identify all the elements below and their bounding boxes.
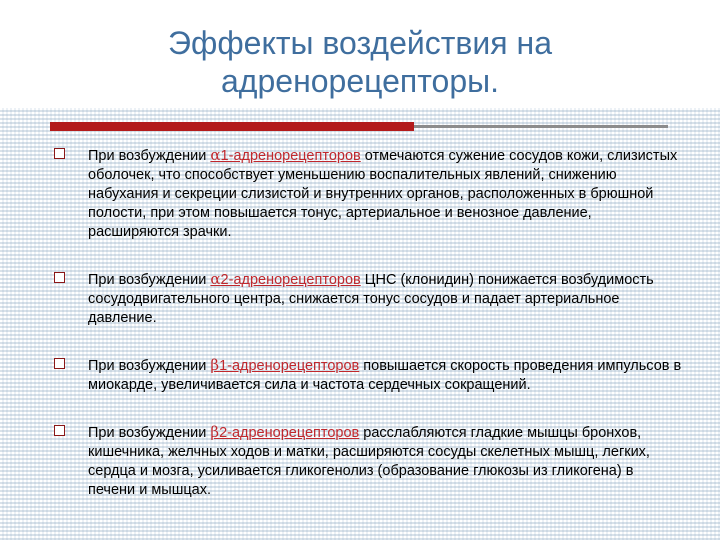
square-bullet-icon: [54, 425, 65, 436]
square-bullet-icon: [54, 272, 65, 283]
bullet-alpha1: [50, 146, 682, 242]
divider-red-bar: [50, 122, 414, 131]
receptor-term: [210, 272, 360, 288]
bullet-list: [50, 146, 682, 500]
bullet-alpha2: [50, 270, 682, 328]
greek-letter: β: [210, 356, 220, 374]
receptor-name: 2-адренорецепторов: [219, 425, 360, 441]
receptor-name: 1-адренорецепторов: [219, 358, 360, 374]
bullet-body: ЦНС (клонидин) понижается возбудимость сосудодвигательного центра, снижается тонус сосудов и падает артериальное давление.: [88, 272, 654, 326]
bullet-lead: При возбуждении: [88, 272, 211, 288]
bullet-body: повышается скорость проведения импульсов в миокарде, увеличивается сила и частота сердечных сокращений.: [88, 358, 682, 393]
bullet-body: отмечаются сужение сосудов кожи, слизистых оболочек, что способствует уменьшению воспалительных явлений, снижению набухания и секреции слизистой и внутренних органов, расположенных в брюшной полости, при этом повышается тонус, артериальное и венозное давление, расширяются зрачки.: [88, 148, 678, 240]
divider-gray-line: [414, 125, 668, 128]
square-bullet-icon: [54, 148, 65, 159]
receptor-term: [210, 358, 359, 374]
receptor-term: [210, 425, 359, 441]
slide-title: Эффекты воздействия на адренорецепторы.: [168, 25, 552, 99]
greek-letter: β: [210, 423, 220, 441]
bullet-lead: При возбуждении: [88, 358, 211, 374]
greek-letter: α: [210, 146, 221, 164]
title-divider: [50, 122, 668, 131]
bullet-beta2: [50, 423, 682, 500]
bullet-lead: При возбуждении: [88, 425, 211, 441]
receptor-term: [210, 148, 360, 164]
square-bullet-icon: [54, 358, 65, 369]
receptor-name: 2-адренорецепторов: [220, 272, 361, 288]
bullet-body: расслабляются гладкие мышцы бронхов, кишечника, желчных ходов и матки, расширяются сосуды скелетных мышц, легких, сердца и мозга, усиливается гликогенолиз (образование глюкозы из гликогена) в печени и мышцах.: [88, 425, 650, 498]
bullet-lead: При возбуждении: [88, 148, 211, 164]
receptor-name: 1-адренорецепторов: [220, 148, 361, 164]
greek-letter: α: [210, 270, 221, 288]
bullet-beta1: [50, 356, 682, 395]
